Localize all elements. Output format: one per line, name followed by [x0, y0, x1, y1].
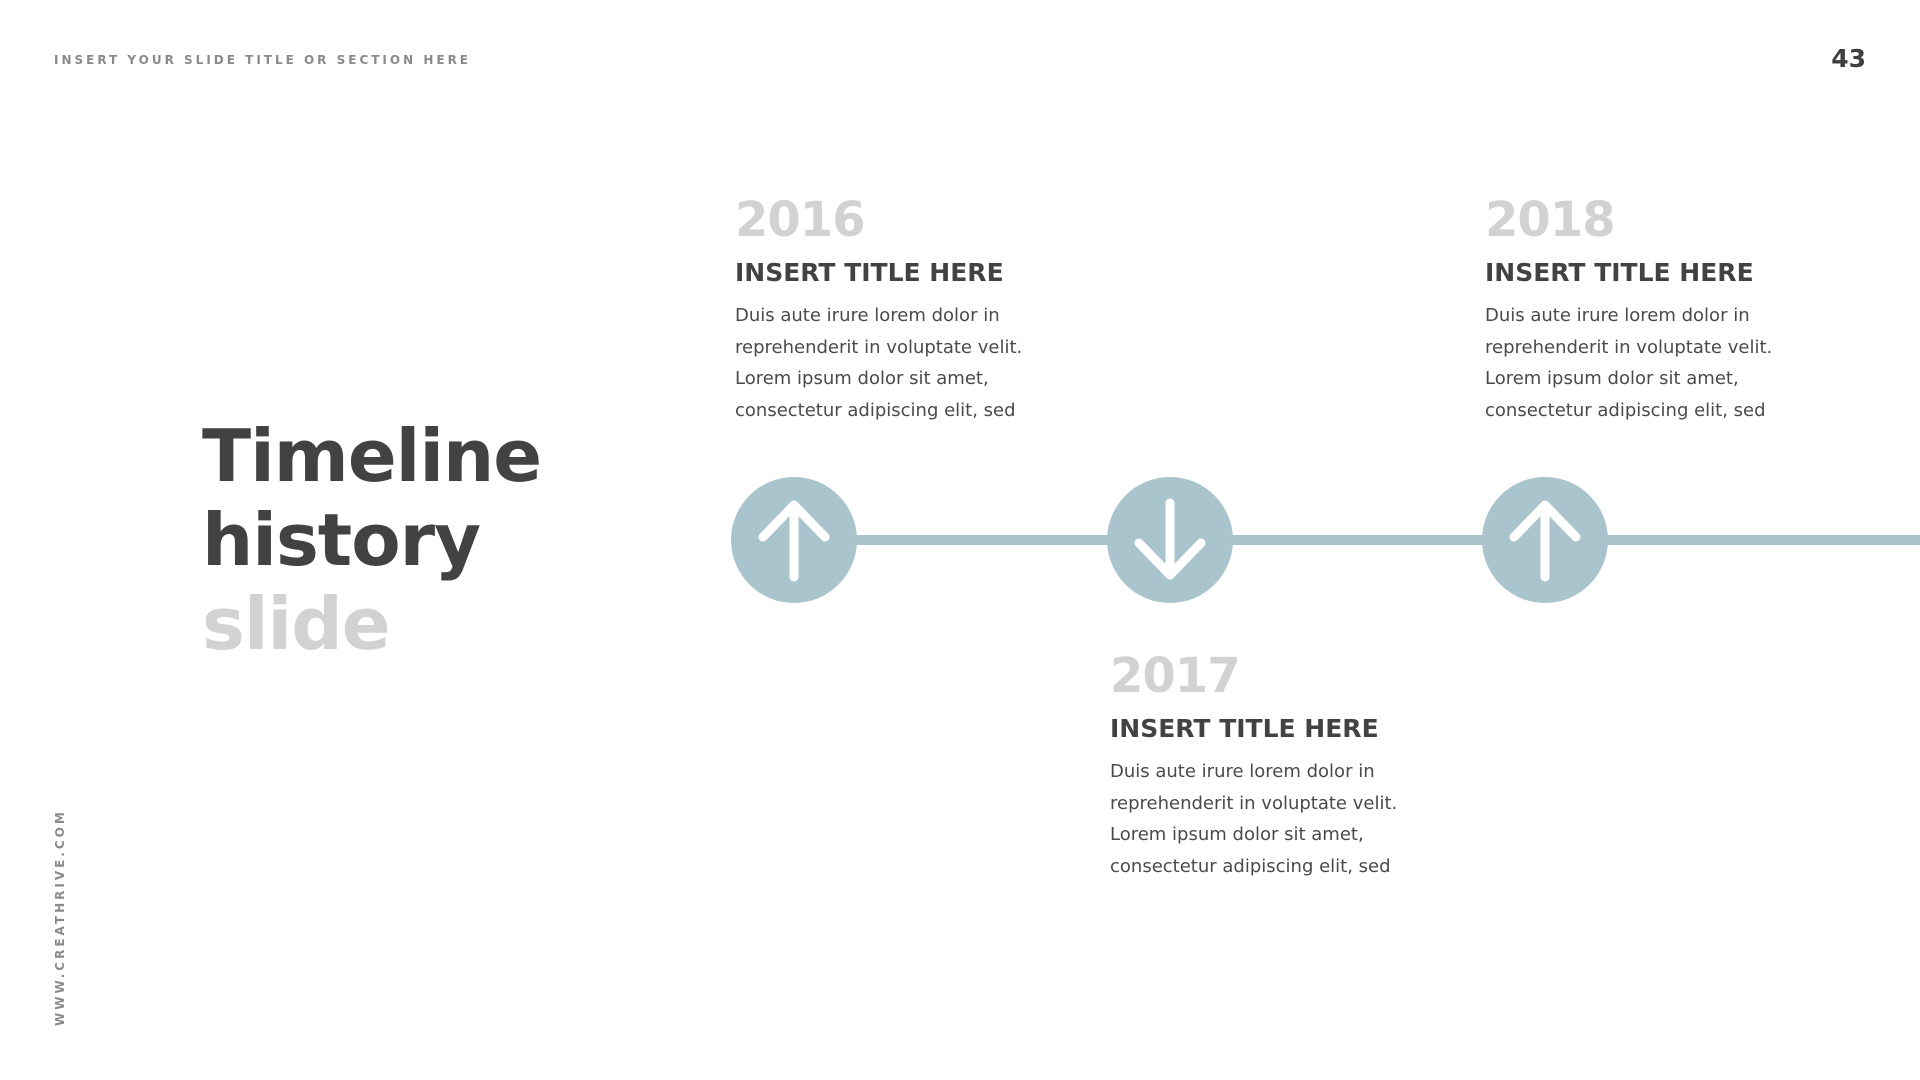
arrow-up-icon [1482, 477, 1608, 603]
timeline-node-2016 [731, 477, 857, 603]
main-title [202, 414, 541, 666]
event-description-line: consectetur adipiscing elit, sed [735, 399, 1016, 421]
event-description-line: Duis aute irure lorem dolor in [735, 305, 1000, 326]
main-title-line-2: history [202, 498, 481, 582]
event-description [1485, 300, 1805, 426]
main-title-line-3: slide [202, 582, 390, 666]
main-title-line-1: Timeline [202, 414, 542, 498]
timeline-node-2017 [1107, 477, 1233, 603]
event-description-line: reprehenderit in voluptate velit. [1110, 792, 1398, 814]
event-description-line: consectetur adipiscing elit, sed [1485, 399, 1766, 421]
event-description-line: reprehenderit in voluptate velit. [735, 336, 1023, 358]
slide-section-title: INSERT YOUR SLIDE TITLE OR SECTION HERE [54, 53, 471, 67]
website-url: WWW.CREATHRIVE.COM [53, 809, 67, 1026]
event-title: INSERT TITLE HERE [1110, 714, 1379, 743]
arrow-up-icon [731, 477, 857, 603]
event-year: 2017 [1110, 648, 1240, 704]
event-title: INSERT TITLE HERE [735, 258, 1004, 287]
event-year: 2016 [735, 192, 865, 248]
timeline-event-2016 [735, 192, 1055, 426]
event-description-line: Lorem ipsum dolor sit amet, [1485, 368, 1739, 389]
event-description-line: Lorem ipsum dolor sit amet, [1110, 824, 1364, 845]
timeline-node-2018 [1482, 477, 1608, 603]
event-description-line: Duis aute irure lorem dolor in [1485, 305, 1750, 326]
event-description-line: Lorem ipsum dolor sit amet, [735, 368, 989, 389]
event-description [1110, 756, 1430, 882]
timeline-event-2018 [1485, 192, 1805, 426]
event-description-line: reprehenderit in voluptate velit. [1485, 336, 1773, 358]
event-description-line: Duis aute irure lorem dolor in [1110, 761, 1375, 782]
event-year: 2018 [1485, 192, 1615, 248]
event-description-line: consectetur adipiscing elit, sed [1110, 855, 1391, 877]
event-title: INSERT TITLE HERE [1485, 258, 1754, 287]
page-number: 43 [1831, 44, 1866, 73]
arrow-down-icon [1107, 477, 1233, 603]
timeline-event-2017 [1110, 648, 1430, 882]
timeline-line [794, 535, 1920, 545]
event-description [735, 300, 1055, 426]
